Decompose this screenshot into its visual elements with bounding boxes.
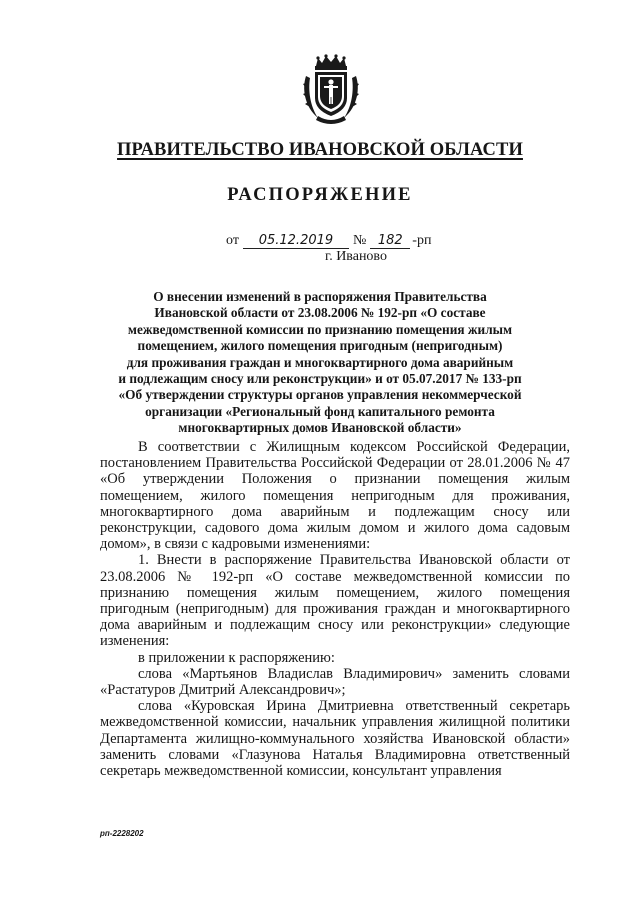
document-body (100, 439, 570, 779)
document-type: РАСПОРЯЖЕНИЕ (227, 185, 413, 205)
subject-line: помещением, жилого помещения пригодным (непригодным) (137, 338, 503, 354)
from-label: от (226, 233, 239, 248)
subject-line: и подлежащим сносу или реконструкции» и от 05.07.2017 № 133-рп (118, 371, 522, 387)
issue-number: 182 (370, 233, 410, 249)
issue-city: г. Иваново (325, 249, 387, 264)
change-2-paragraph: слова «Куровская Ирина Дмитриевна ответственный секретарь межведомственной комиссии, начальник управления жилищной политики Департамента жилищно-коммунального хозяйства Ивановской области» заменить словами «Глазунова Наталья Владимировна ответственный секретарь межведомственной комиссии, консультант управления (100, 698, 570, 780)
subject-line: Ивановской области от 23.08.2006 № 192-рп «О составе (154, 305, 486, 321)
government-title: ПРАВИТЕЛЬСТВО ИВАНОВСКОЙ ОБЛАСТИ (117, 140, 523, 160)
change-1-paragraph: слова «Мартьянов Владислав Владимирович» заменить словами «Растатуров Дмитрий Александрович»; (100, 665, 570, 699)
subject-line: О внесении изменений в распоряжения Правительства (153, 289, 487, 304)
item-1-paragraph: 1. Внести в распоряжение Правительства Ивановской области от 23.08.2006 № 192-рп «О составе межведомственной комиссии по признанию помещения жилым помещением, жилого помещения пригодным (непригодным) для проживания граждан и многоквартирного дома аварийным и подлежащим сносу или реконструкции» следующие изменения: (100, 552, 570, 650)
coat-of-arms-emblem (300, 54, 362, 126)
number-label: № (352, 233, 367, 248)
subject-line: для проживания граждан и многоквартирного дома аварийным (126, 354, 514, 370)
document-code: рп-2228202 (100, 829, 144, 838)
issue-date: 05.12.2019 (243, 233, 349, 249)
subject-line: многоквартирных домов Ивановской области» (178, 420, 462, 436)
number-suffix: -рп (412, 233, 432, 248)
subject-line: межведомственной комиссии по признанию помещения жилым (127, 321, 513, 337)
issue-line (226, 232, 431, 250)
subject-line: организации «Региональный фонд капитального ремонта (145, 403, 495, 419)
appendix-paragraph: в приложении к распоряжению: (138, 649, 335, 666)
preamble-paragraph: В соответствии с Жилищным кодексом Российской Федерации, постановлением Правительства Российской Федерации от 28.01.2006 № 47 «Об утверждении Положения о признании помещения жилым помещением, жилого помещения непригодным для проживания, многоквартирного дома аварийным и подлежащим сносу или реконструкции, садового дома жилым домом и жилого дома садовым домом», в связи с кадровыми изменениями: (100, 439, 570, 553)
subject-line: «Об утверждении структуры органов управления некоммерческой (118, 387, 522, 403)
document-subject (0, 289, 640, 437)
